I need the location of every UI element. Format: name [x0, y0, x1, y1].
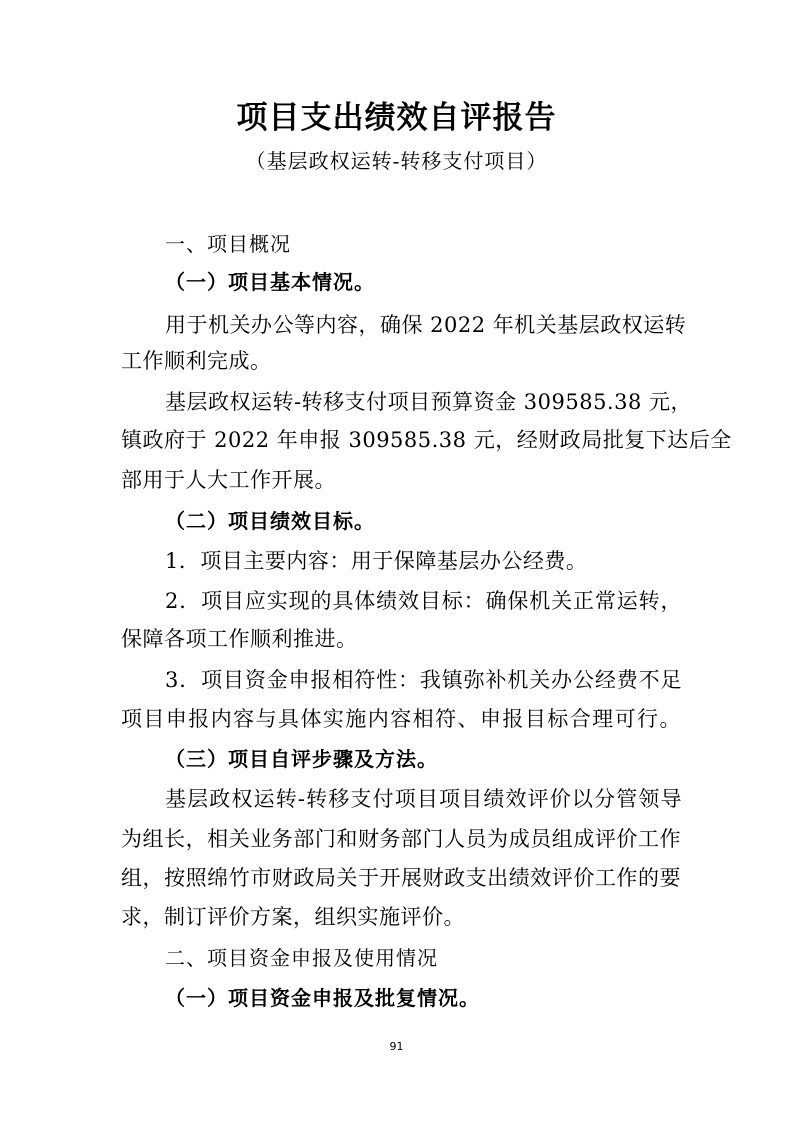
subsection-heading-1-1: （一）项目基本情况。 — [165, 270, 375, 294]
subsection-heading-1-2: （二）项目绩效目标。 — [165, 509, 375, 533]
paragraph-line: 求，制订评价方案，组织实施评价。 — [121, 905, 465, 929]
paragraph-line: 部用于人大工作开展。 — [121, 468, 336, 492]
list-item: 1．项目主要内容：用于保障基层办公经费。 — [165, 549, 588, 573]
list-item: 3．项目资金申报相符性：我镇弥补机关办公经费不足 — [165, 668, 682, 692]
paragraph-line: 工作顺利完成。 — [121, 349, 272, 373]
section-heading-1: 一、项目概况 — [165, 232, 291, 256]
paragraph-line: 基层政权运转-转移支付项目预算资金 309585.38 元， — [165, 390, 693, 414]
paragraph-line: 组，按照绵竹市财政局关于开展财政支出绩效评价工作的要 — [121, 866, 681, 890]
subsection-heading-2-1: （一）项目资金申报及批复情况。 — [165, 986, 480, 1010]
subsection-heading-1-3: （三）项目自评步骤及方法。 — [165, 747, 438, 771]
list-item: 2．项目应实现的具体绩效目标：确保机关正常运转， — [165, 589, 682, 613]
paragraph-line: 用于机关办公等内容，确保 2022 年机关基层政权运转 — [165, 313, 687, 337]
paragraph-line: 镇政府于 2022 年申报 309585.38 元，经财政局批复下达后全 — [121, 428, 732, 452]
paragraph-line: 项目申报内容与具体实施内容相符、申报目标合理可行。 — [121, 707, 681, 731]
report-title: 项目支出绩效自评报告 — [236, 100, 557, 136]
report-subtitle: （基层政权运转-转移支付项目） — [245, 149, 548, 173]
paragraph-line: 基层政权运转-转移支付项目项目绩效评价以分管领导 — [165, 787, 682, 811]
paragraph-line: 为组长，相关业务部门和财务部门人员为成员组成评价工作 — [121, 827, 681, 851]
paragraph-line: 保障各项工作顺利推进。 — [121, 627, 358, 651]
page-number: 91 — [389, 1040, 404, 1053]
section-heading-2: 二、项目资金申报及使用情况 — [165, 946, 438, 970]
